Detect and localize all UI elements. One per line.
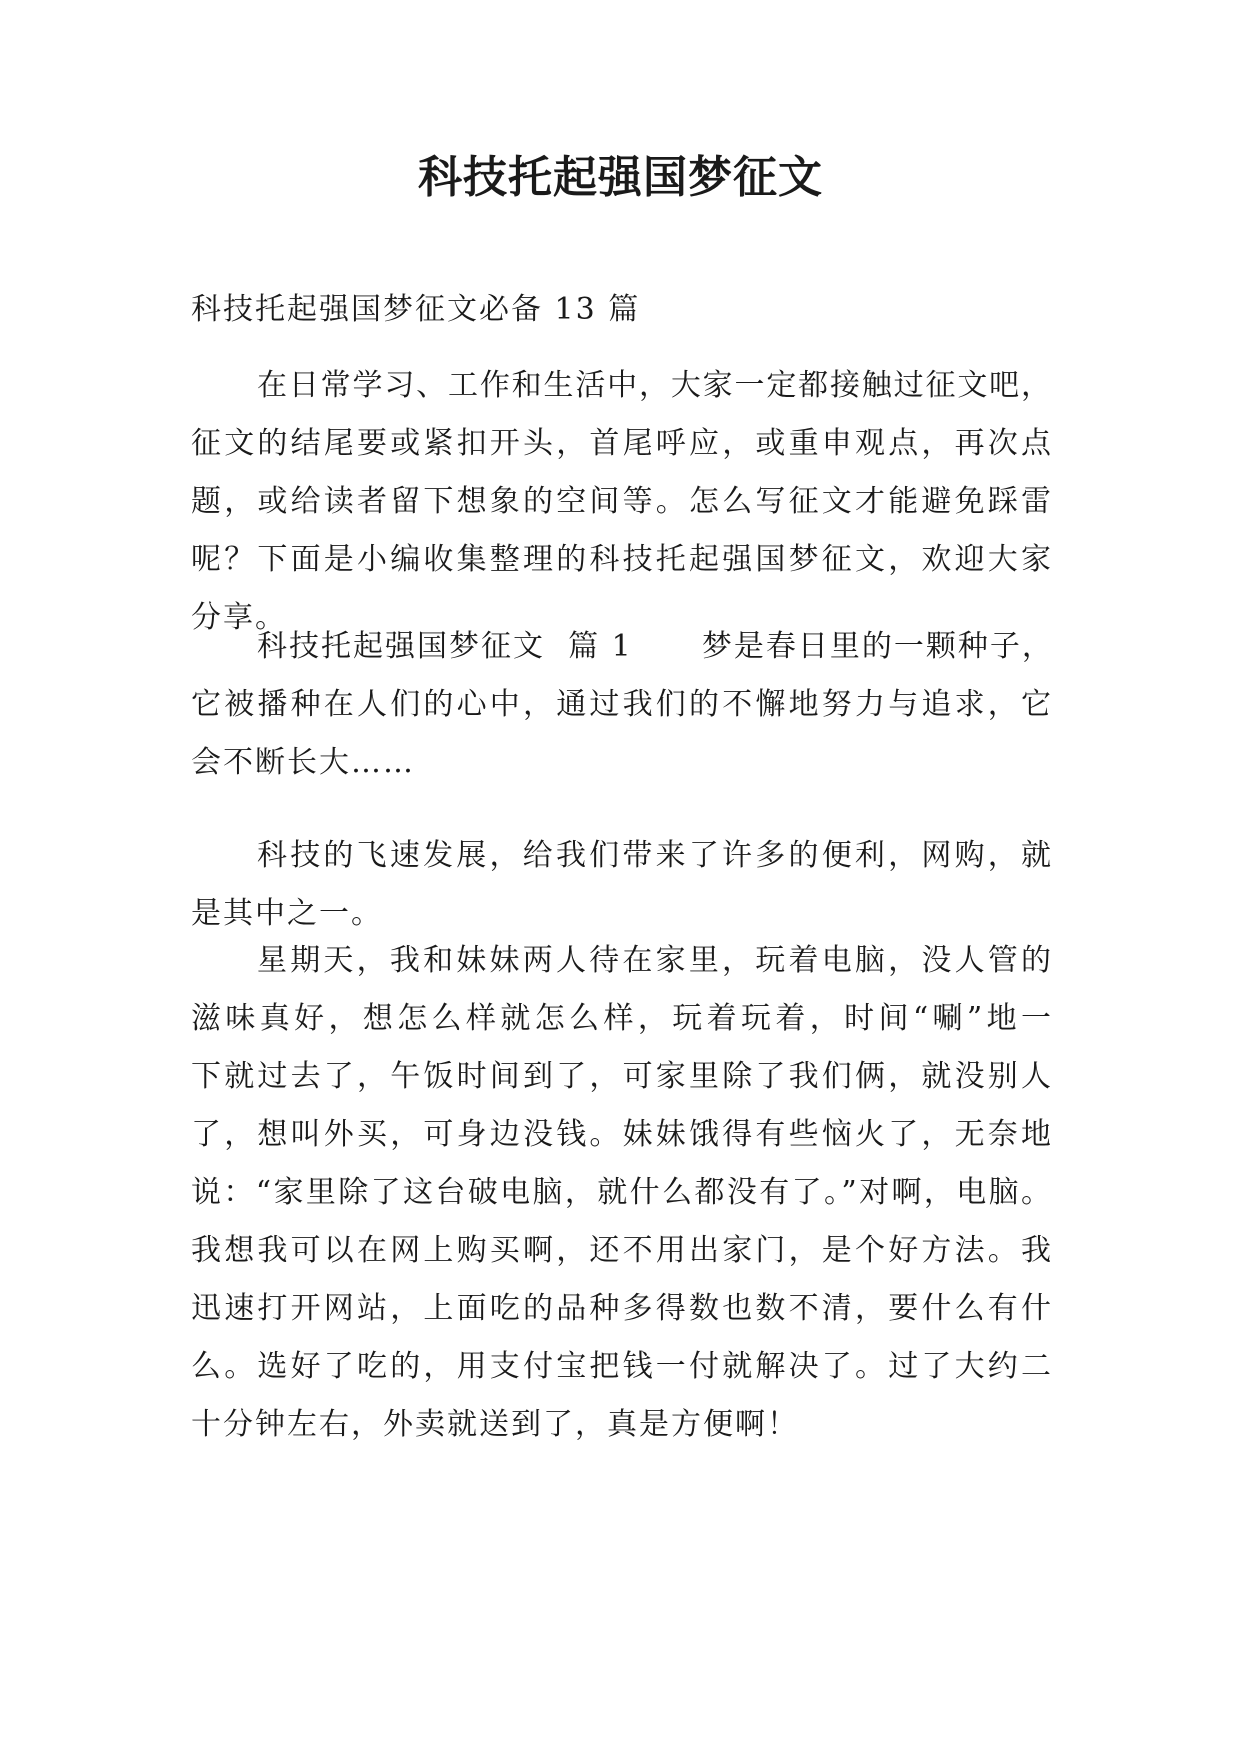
paragraph-2 [191,827,1051,943]
section-1-paragraph [191,618,1054,792]
document-title: 科技托起强国梦征文 [418,152,823,203]
text-line: 在日常学习、工作和生活中，大家一定都接触过征文吧， [257,368,1051,403]
document-subtitle: 科技托起强国梦征文必备 13 篇 [191,292,641,327]
text-line: 征文的结尾要或紧扣开头，首尾呼应，或重申观点，再次点 [191,426,1051,461]
text-line: 星期天，我和妹妹两人待在家里，玩着电脑，没人管的 [257,943,1051,978]
text-line: 说：“家里除了这台破电脑，就什么都没有了。”对啊，电脑。 [191,1175,1051,1210]
text-line: 下就过去了，午饭时间到了，可家里除了我们俩，就没别人 [191,1059,1051,1094]
text-line: 了，想叫外买，可身边没钱。妹妹饿得有些恼火了，无奈地 [191,1117,1051,1152]
section-heading-line: 科技托起强国梦征文 篇 1 梦是春日里的一颗种子， [257,629,1054,664]
text-line: 滋味真好，想怎么样就怎么样，玩着玩着，时间“唰”地一 [191,1001,1051,1036]
text-line: 我想我可以在网上购买啊，还不用出家门，是个好方法。我 [191,1233,1051,1268]
text-line: 十分钟左右，外卖就送到了，真是方便啊！ [191,1407,799,1442]
text-line: 分享。 [191,600,287,635]
text-line: 么。选好了吃的，用支付宝把钱一付就解决了。过了大约二 [191,1349,1051,1384]
text-line: 它被播种在人们的心中，通过我们的不懈地努力与追求，它 [191,687,1051,722]
text-line: 科技的飞速发展，给我们带来了许多的便利，网购，就 [257,838,1051,873]
text-line: 迅速打开网站，上面吃的品种多得数也数不清，要什么有什 [191,1291,1051,1326]
text-line: 题，或给读者留下想象的空间等。怎么写征文才能避免踩雷 [191,484,1051,519]
text-line: 会不断长大…… [191,745,415,780]
intro-paragraph [191,357,1051,647]
paragraph-3 [191,932,1051,1454]
text-line: 呢？下面是小编收集整理的科技托起强国梦征文，欢迎大家 [191,542,1051,577]
text-line: 是其中之一。 [191,896,383,931]
